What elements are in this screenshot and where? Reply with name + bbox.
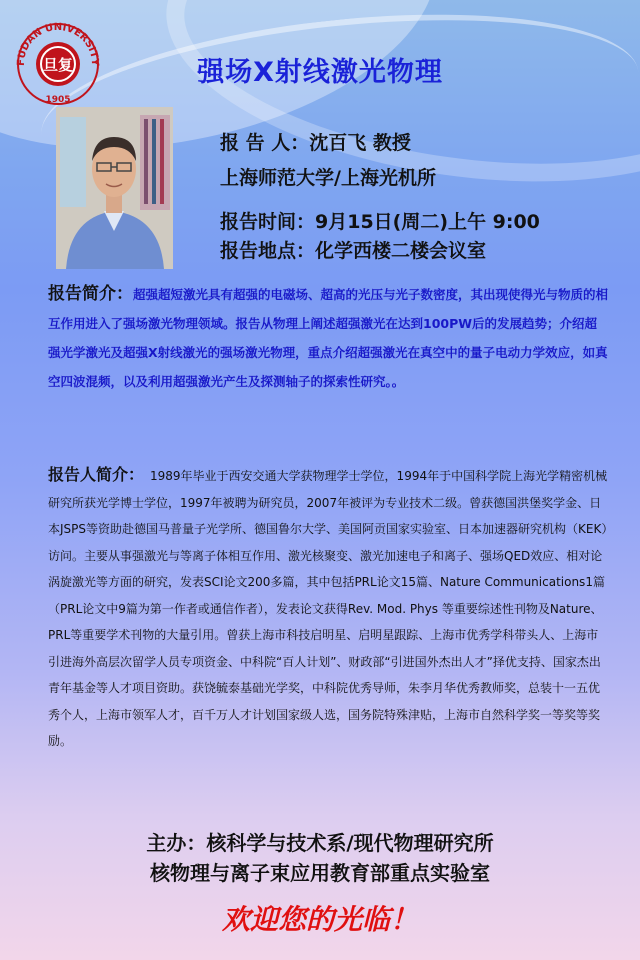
host-line-1: 主办：核科学与技术系/现代物理研究所 [146, 831, 494, 855]
logo-university-name: FUDAN UNIVERSITY [15, 22, 101, 67]
abstract-section [48, 280, 608, 396]
report-place: 报告地点：化学西楼二楼会议室 [220, 240, 487, 262]
bio-heading: 报告人简介： [48, 465, 145, 484]
speaker-name: 报 告 人：沈百飞 教授 [220, 132, 411, 154]
page-title: 强场X射线激光物理 [197, 57, 443, 88]
speaker-photo [56, 107, 173, 269]
logo-center-text: 旦复 [42, 56, 74, 74]
abstract-heading: 报告简介： [48, 284, 133, 304]
speaker-affiliation: 上海师范大学/上海光机所 [220, 167, 436, 189]
logo-year: 1905 [45, 95, 71, 105]
bio-text: 1989年毕业于西安交通大学获物理学士学位，1994年于中国科学院上海光学精密机械研究所获光学博士学位，1997年被聘为研究员，2007年被评为专业技术二级。曾获德国洪堡奖学金、日本JSPS等资助赴德国马普量子光学所、德国鲁尔大学、美国阿贡国家实验室、日本加速器研究机构（KEK）访问。主要从事强激光与等离子体相互作用、激光核聚变、激光加速电子和离子、强场QED效应、相对论涡旋激光等方面的研究，发表SCI论文200多篇，其中包括PRL论文15篇、Nature Communications1篇（PRL论文中9篇为第一作者或通信作者），发表论文获得Rev. Mod. Phys 等重要综述性刊物及Nature、PRL等重要学术刊物的大量引用。曾获上海市科技启明星、启明星跟踪、上海市优秀学科带头人、上海市引进海外高层次留学人员专项资金、中科院“百人计划”、财政部“引进国外杰出人才”择优支持、国家杰出青年基金等人才项目资助。获饶毓泰基础光学奖，中科院优秀导师，朱李月华优秀教师奖，总装十一五优秀个人，上海市领军人才，百千万人才计划国家级人选，国务院特殊津贴，上海市自然科学奖一等奖等奖励。 [48, 469, 608, 748]
welcome-text: 欢迎您的光临！ [221, 903, 418, 936]
report-time: 报告时间：9月15日(周二)上午 9:00 [220, 211, 540, 233]
bio-section [48, 462, 608, 755]
host-line-2: 核物理与离子束应用教育部重点实验室 [150, 861, 490, 885]
abstract-text: 超强超短激光具有超强的电磁场、超高的光压与光子数密度，其出现使得光与物质的相互作用进入了强场激光物理领域。报告从物理上阐述超强激光在达到100PW后的发展趋势；介绍超强光学激光及超强X射线激光的强场激光物理，重点介绍超强激光在真空中的量子电动力学效应，如真空四波混频，以及利用超强激光产生及探测轴子的探索性研究。。 [48, 287, 609, 389]
host-section [0, 828, 640, 888]
